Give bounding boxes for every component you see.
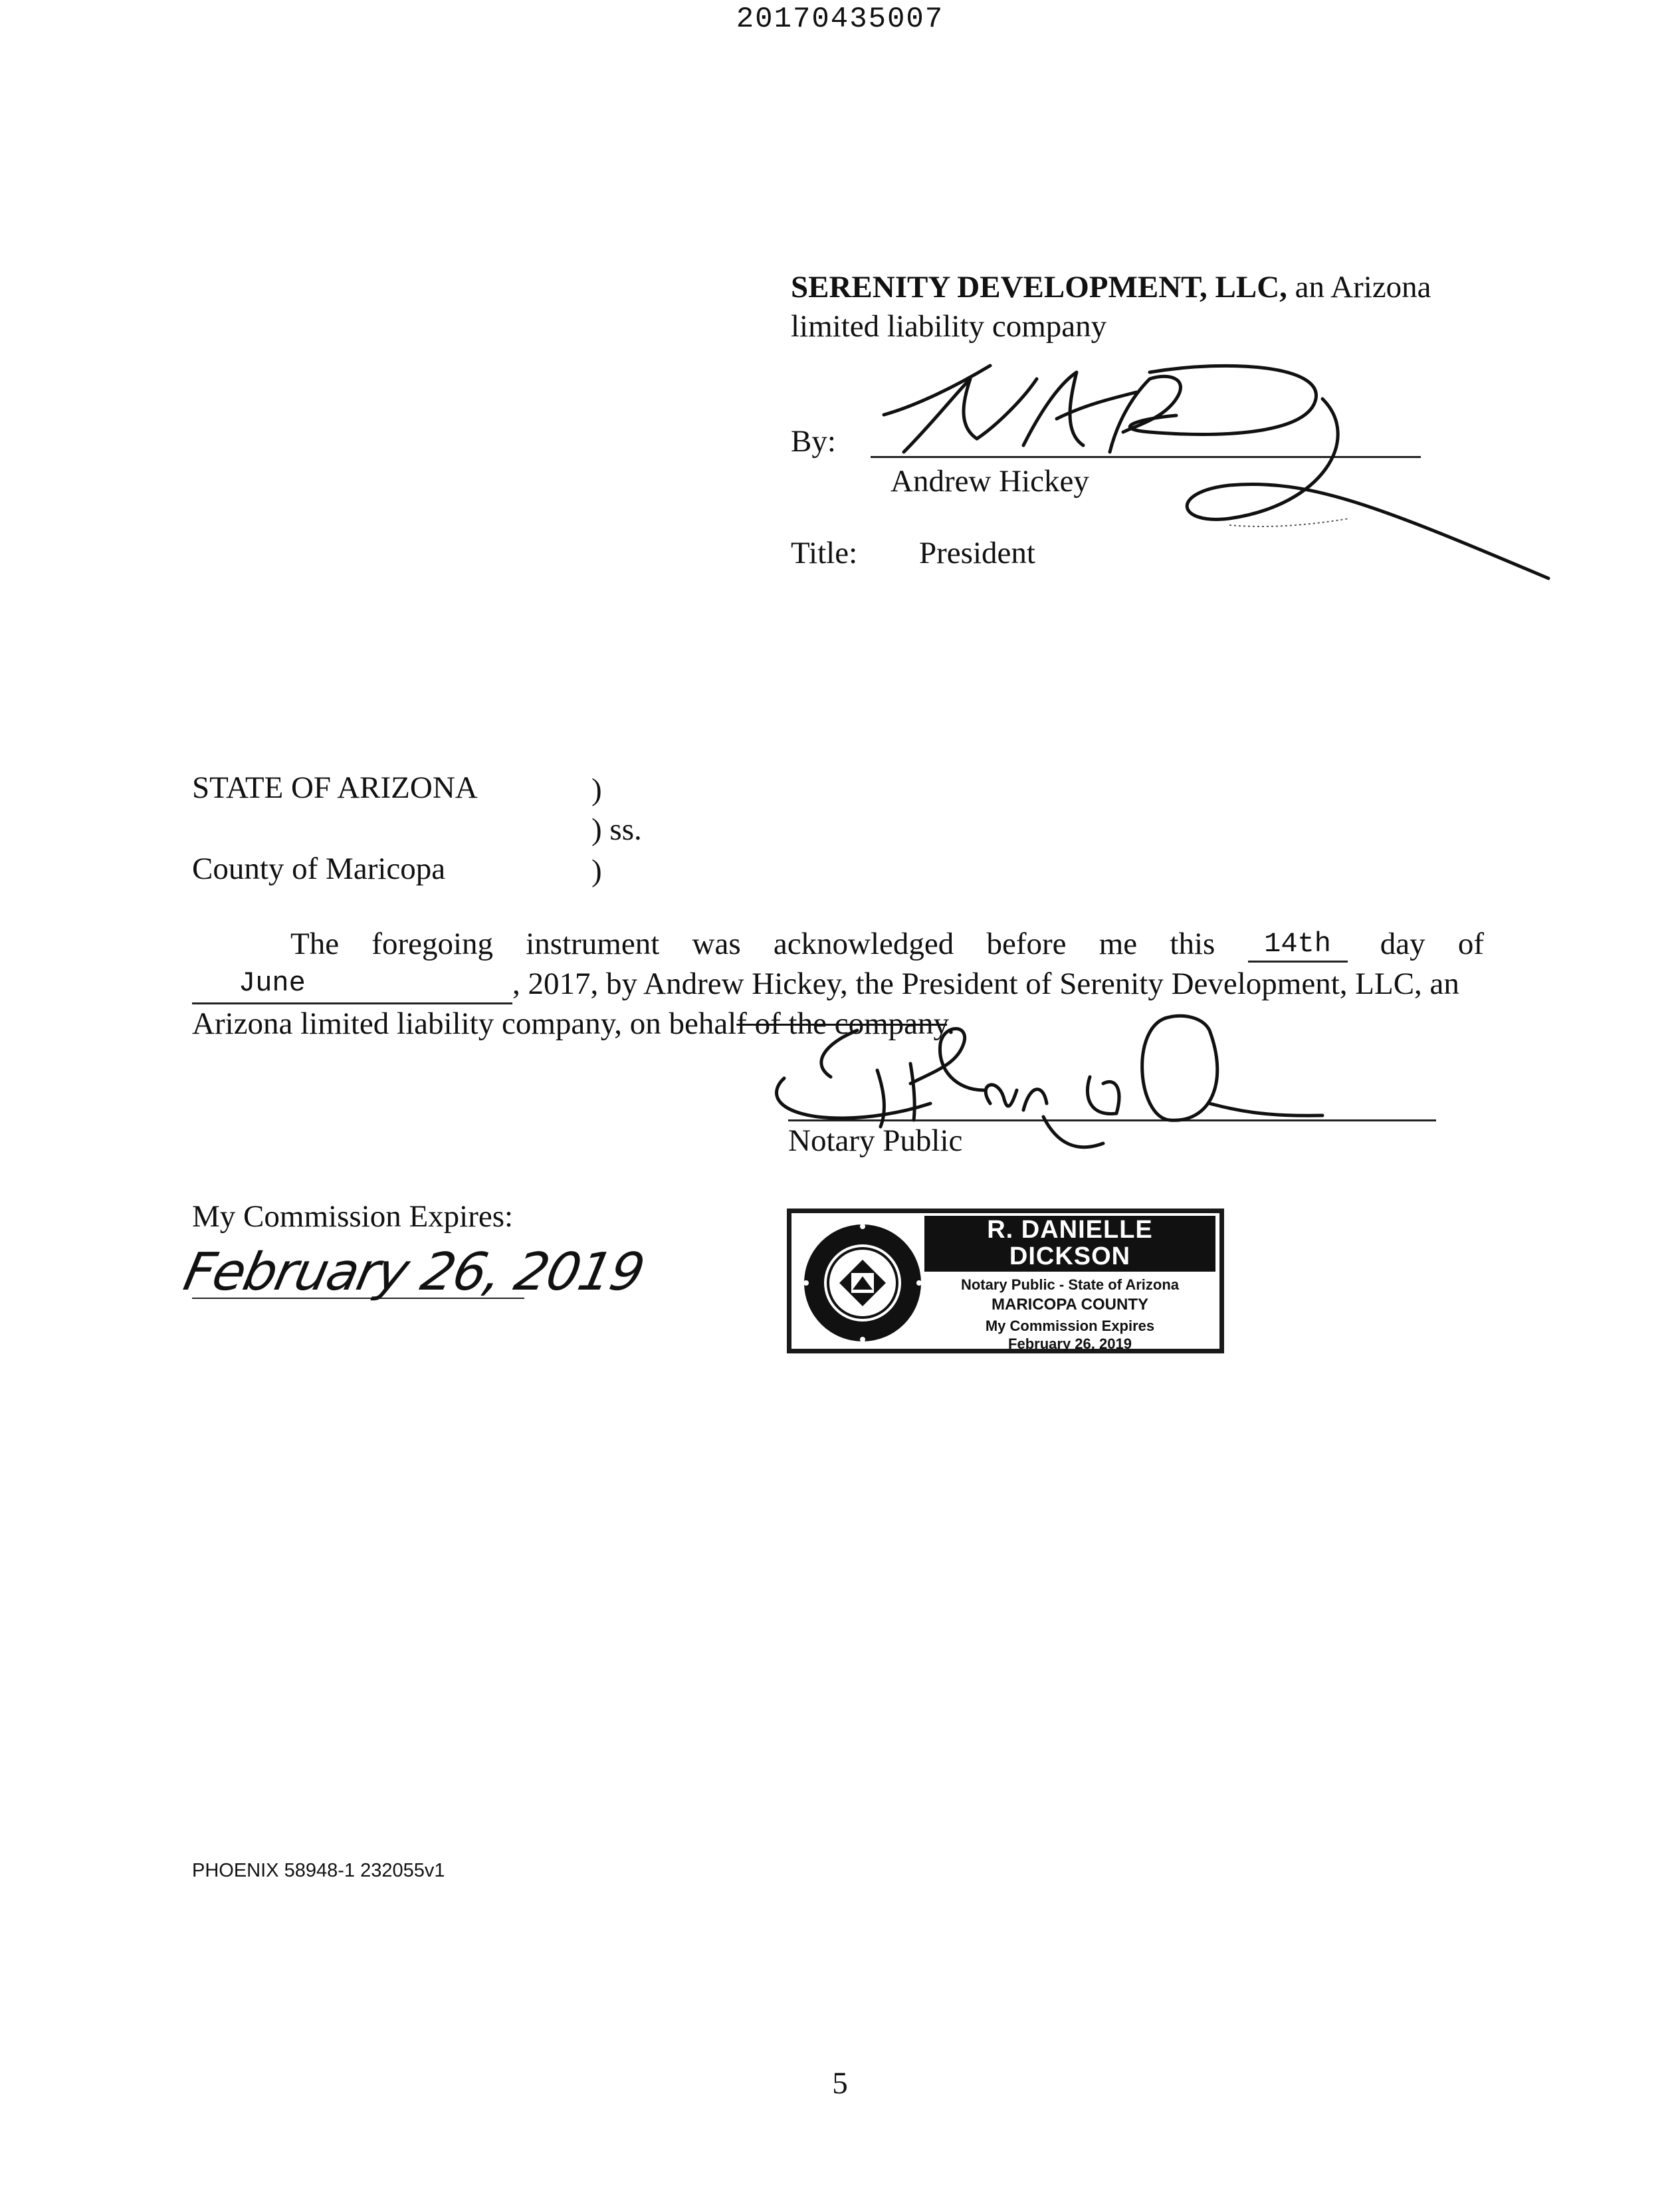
venue-county: County of Maricopa	[192, 852, 446, 886]
ack-day: 14th	[1264, 928, 1331, 960]
notary-stamp	[787, 1209, 1224, 1353]
ack-word: instrument	[526, 927, 660, 961]
recording-number: 20170435007	[736, 3, 944, 36]
venue-paren-3: )	[591, 854, 602, 888]
ack-word: acknowledged	[773, 927, 954, 961]
commission-date-handwritten: February 26, 2019	[179, 1241, 649, 1302]
signer-name: Andrew Hickey	[891, 464, 1089, 499]
by-label: By:	[791, 424, 836, 459]
ack-month: June	[239, 967, 306, 999]
ack-word: The	[290, 927, 340, 961]
ack-word: this	[1170, 927, 1215, 961]
ack-word: was	[692, 927, 741, 961]
company-desc-1: an Arizona	[1287, 270, 1431, 304]
company-name: SERENITY DEVELOPMENT, LLC,	[791, 270, 1287, 304]
notary-public-label: Notary Public	[788, 1123, 963, 1158]
ack-word: before	[986, 927, 1067, 961]
stamp-text-block	[924, 1216, 1215, 1351]
ack-month-blank	[192, 965, 512, 1004]
acknowledgment-line-2	[192, 965, 1459, 1004]
venue-state: STATE OF ARIZONA	[192, 770, 478, 805]
venue-paren-1: )	[591, 772, 602, 807]
commission-date-handwriting-icon	[179, 1236, 649, 1310]
stamp-line-3: My Commission Expires	[985, 1318, 1155, 1335]
stamp-line-2: MARICOPA COUNTY	[992, 1295, 1148, 1314]
title-value: President	[919, 536, 1035, 570]
acknowledgment-line-1	[290, 925, 1484, 965]
ack-line2-rest: , 2017, by Andrew Hickey, the President of Serenity Development, LLC, an	[512, 967, 1459, 1001]
page-number: 5	[832, 2066, 848, 2101]
title-label: Title:	[791, 536, 858, 570]
ack-word: me	[1099, 927, 1138, 961]
ack-line3-start: Arizona limited liability company, on behal	[192, 1006, 737, 1041]
ack-word: foregoing	[371, 927, 494, 961]
ack-day-blank	[1248, 923, 1348, 963]
venue-ss: ) ss.	[591, 812, 642, 847]
ack-line3-end: .	[946, 1006, 955, 1041]
footer-doc-id: PHOENIX 58948-1 232055v1	[192, 1860, 445, 1881]
company-desc-2: limited liability company	[791, 309, 1107, 344]
ack-of-word: of	[1457, 927, 1484, 961]
stamp-line-4: February 26, 2019	[1008, 1335, 1132, 1353]
arizona-seal-icon	[799, 1220, 926, 1346]
stamp-line-1: Notary Public - State of Arizona	[960, 1276, 1179, 1293]
ack-day-word: day	[1380, 927, 1425, 961]
company-name-line	[791, 269, 1431, 306]
commission-label: My Commission Expires:	[192, 1199, 514, 1234]
ack-line3-strike: f of the company	[736, 1006, 947, 1041]
stamp-notary-name: R. DANIELLE DICKSON	[924, 1216, 1215, 1272]
